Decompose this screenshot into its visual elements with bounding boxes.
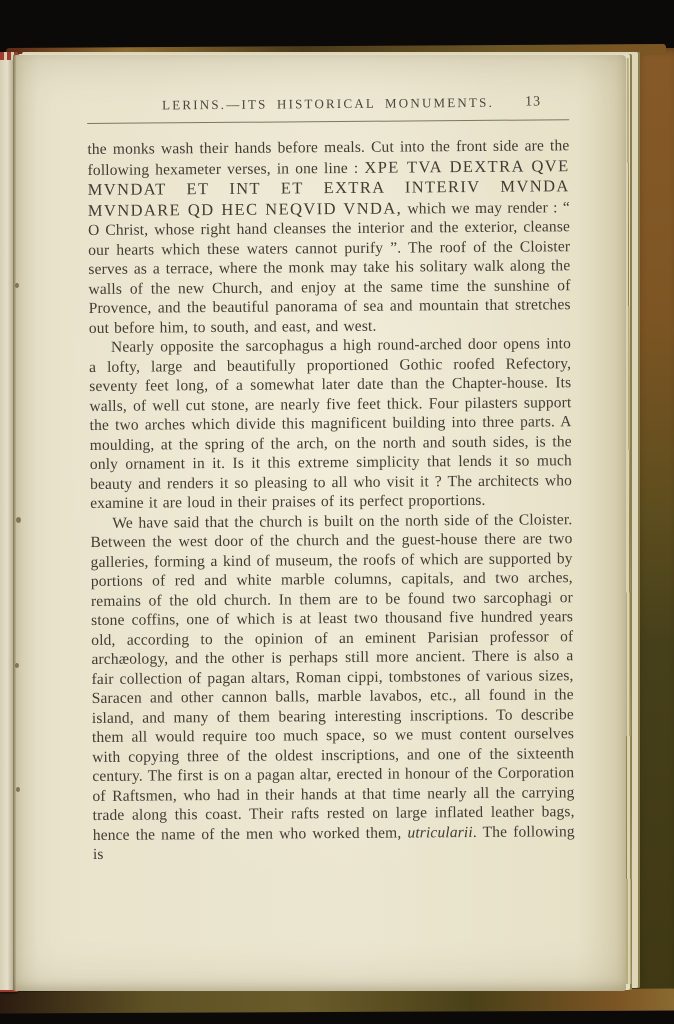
text-segment-italic: utricularii bbox=[407, 823, 473, 842]
facing-page-edge bbox=[0, 60, 13, 990]
page-speckle bbox=[15, 283, 19, 288]
running-header bbox=[87, 94, 569, 118]
text-segment-caps: XPE TVA DEXTRA QVE MVNDAT ET INT ET EXTRA INTERIV MVNDA MVNDARE QD HEC NEQVID VNDA, bbox=[87, 155, 570, 220]
page-content bbox=[87, 94, 575, 864]
page-header-title: LERINS.—ITS HISTORICAL MONUMENTS. bbox=[162, 94, 495, 113]
page-speckle bbox=[15, 663, 19, 668]
text-segment-normal: which we may render : “ O Christ, whose right hand cleanses the interior and the exterior, cleanse our hearts which these waters cannot purify ”. The roof of the Cloister serves as a terrace, where the monk may take his solitary walk along the walls of the new Church, and enjoy at the same time the sunshine of Provence, and the beautiful panorama of sea and mountain that stretches out before him, to south, and east, and west. bbox=[87, 198, 571, 337]
text-segment-normal: . The following is bbox=[92, 822, 575, 863]
page-speckle bbox=[16, 787, 20, 792]
header-rule bbox=[87, 119, 569, 124]
text-segment-normal: We have said that the church is built on the north side of the Cloister. Between the west door of the church and the guest-house there are two galleries, forming a kind of museum, the roofs of which are supported by portions of red and white marble columns, capitals, and two arches, remains of the old church. In them are to be found two sarcophagi or stone coffins, one of which is at least two thousand five hundred years old, according to the opinion of an eminent Parisian professor of archæology, and the other is perhaps still more ancient. There is also a fair collection of pagan altars, Roman cippi, tombstones of various sizes, Saracen and other cannon balls, marble lavabos, etc., all found in the island, and many of them bearing interesting inscriptions. To describe them all would require too much space, so we must content ourselves with copying three of the oldest inscriptions, and one of the sixteenth century. The first is on a pagan altar, erected in honour of the Corporation of Raftsmen, who had in their hands at that time nearly all the carrying trade along this coast. Their rafts rested on large inflated leather bags, hence the name of the men who worked them, bbox=[90, 510, 575, 844]
paragraph bbox=[90, 510, 575, 865]
page-number: 13 bbox=[524, 94, 542, 110]
text-segment-normal: Nearly opposite the sarcophagus a high round-arched door opens into a lofty, large and beautifully proportioned Gothic roofed Refectory, seventy feet long, of a somewhat later date than the Chapter-house. Its walls, of well cut stone, are nearly five feet thick. Four pilasters support the two arches which divide this magnificent building into three parts. A moulding, at the spring of the arch, on the north and south sides, is the only ornament in it. Is it this extreme simplicity that lends it so much beauty and renders it so pleasing to all who visit it ? The architects who examine it are loud in their praises of its perfect proportions. bbox=[89, 335, 573, 512]
book-bottom-page-edges bbox=[0, 989, 674, 1014]
paragraph bbox=[89, 334, 572, 513]
book-page bbox=[13, 55, 626, 991]
page-speckle bbox=[16, 517, 21, 523]
gutter-crease bbox=[13, 55, 16, 991]
text-segment-normal: the monks wash their hands before meals. Cut into the front side are the following hexameter verses, in one line : bbox=[87, 137, 570, 179]
paragraph bbox=[87, 136, 571, 338]
page-text bbox=[87, 136, 575, 864]
